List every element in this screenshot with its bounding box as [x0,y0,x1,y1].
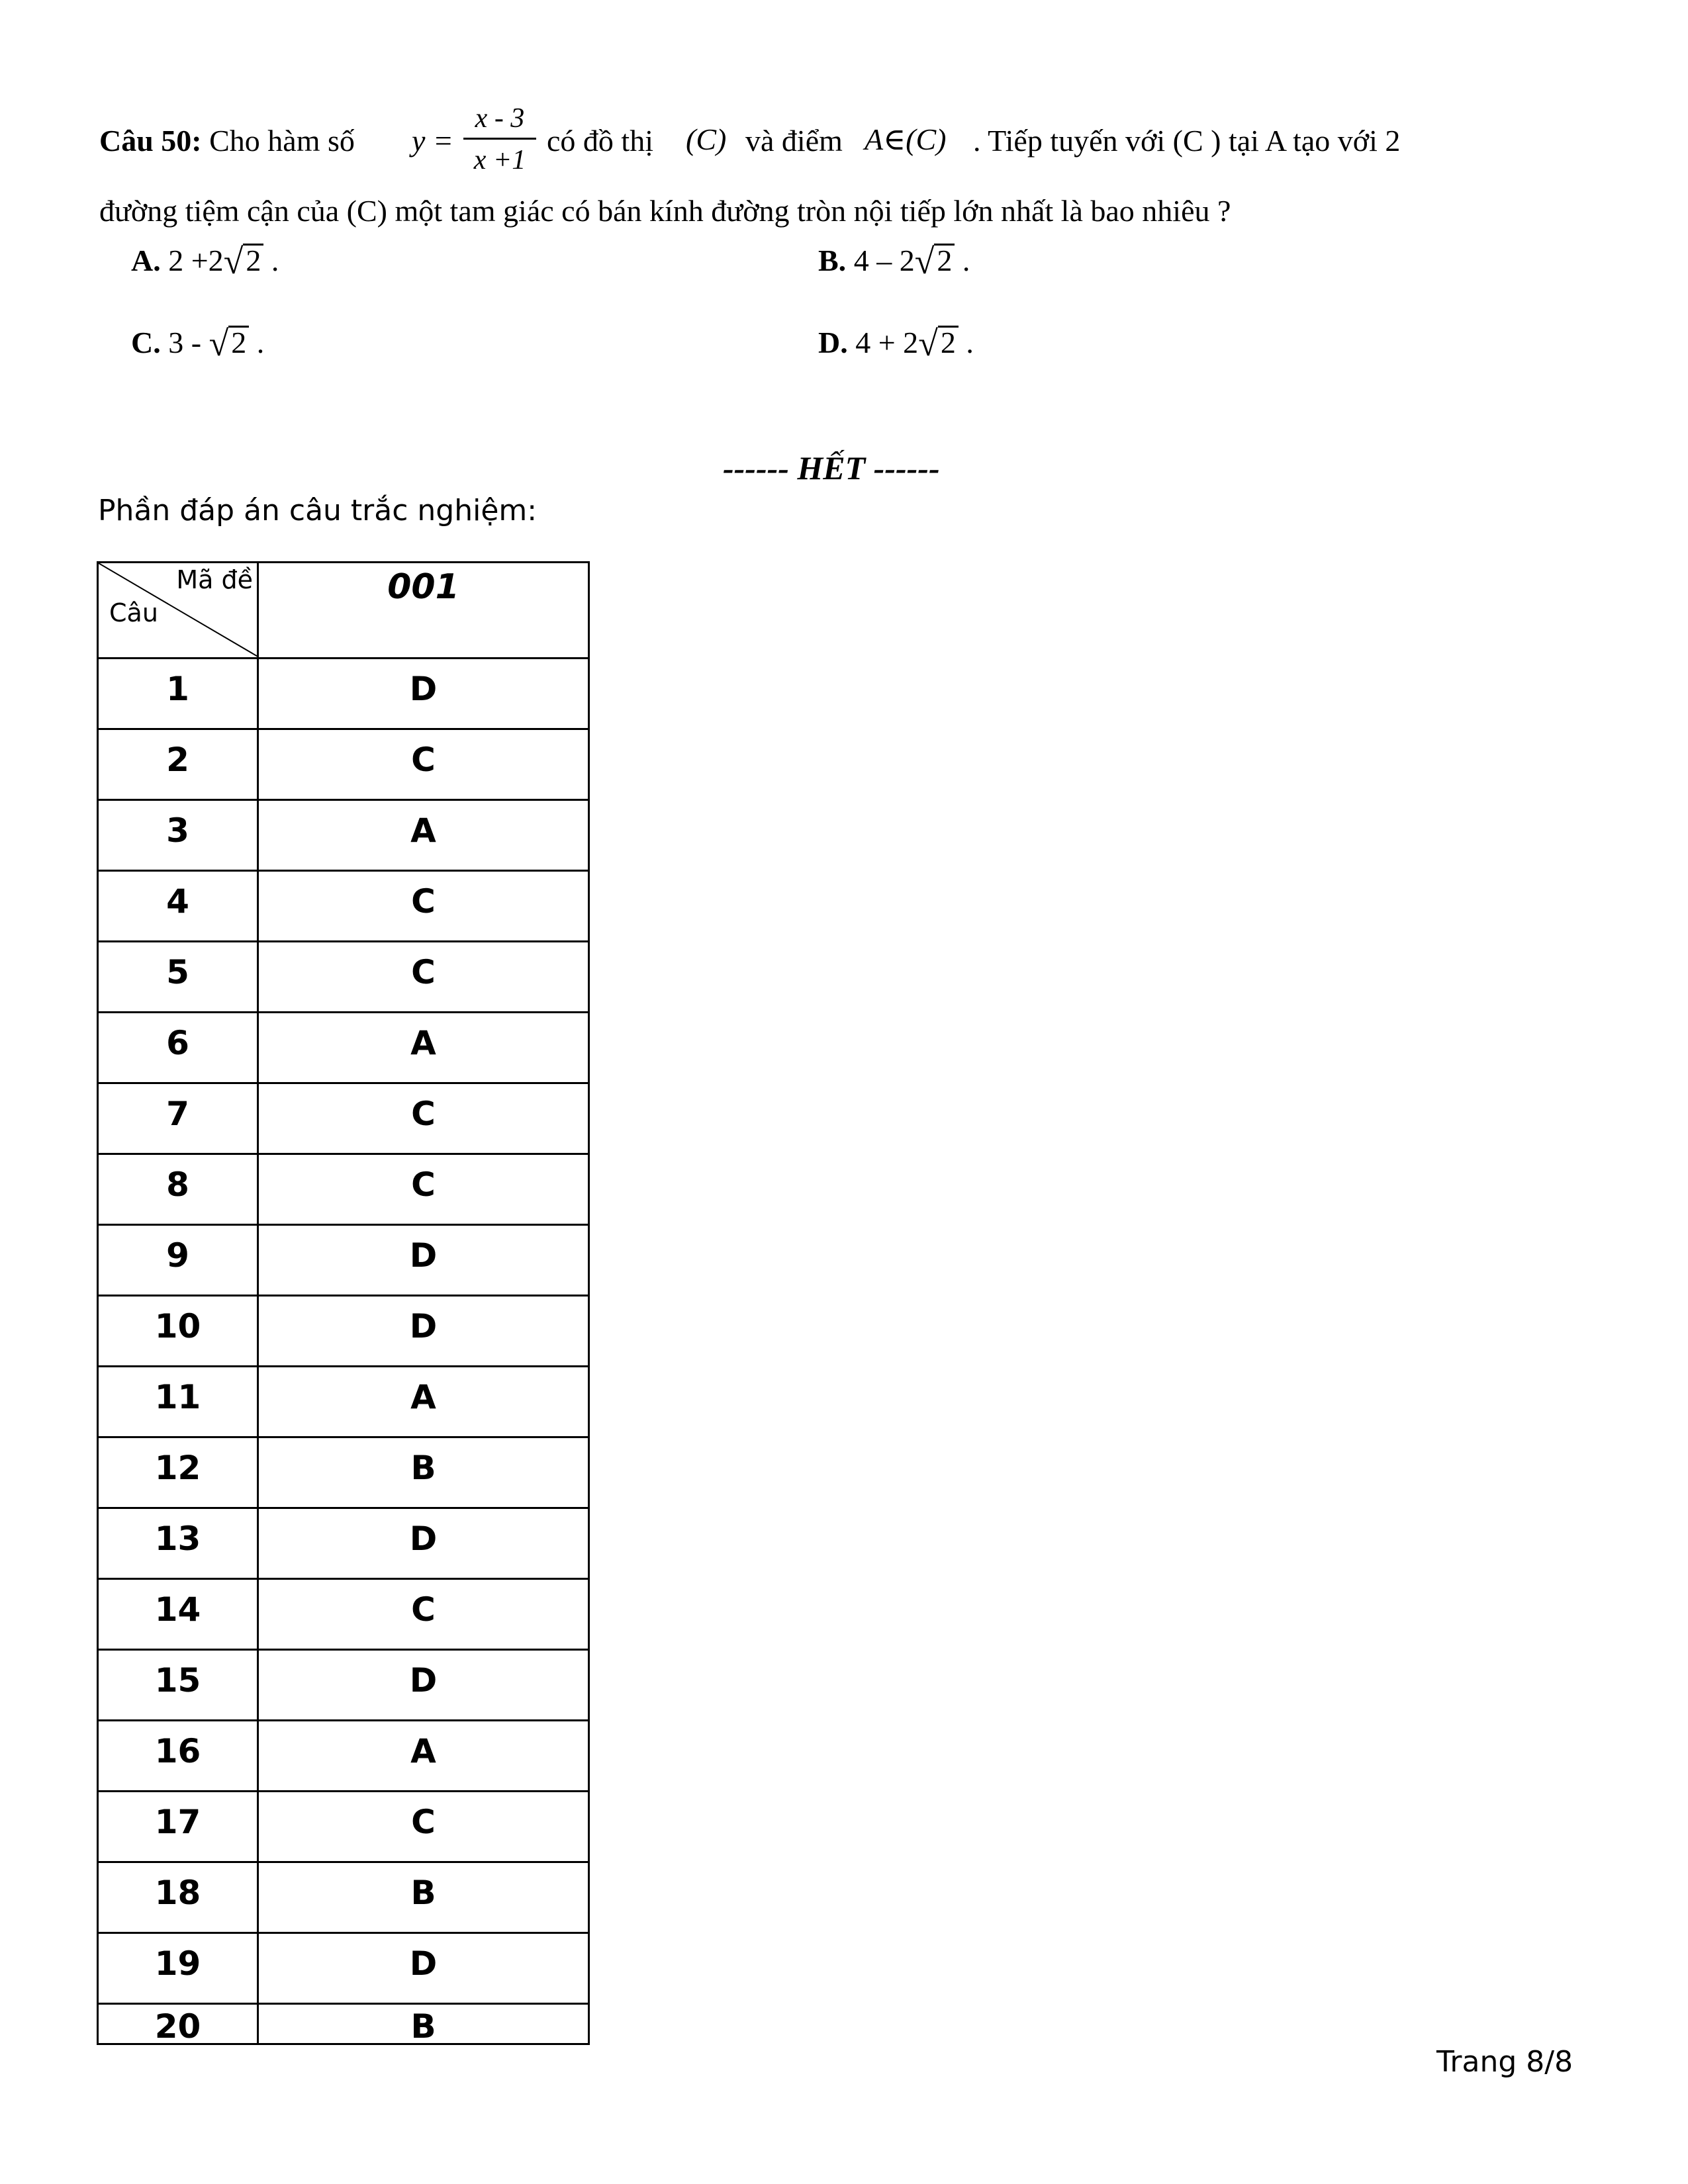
answer-value: D [409,1661,438,1700]
question-number-value: 5 [166,953,189,991]
answer-cell [258,729,589,800]
option-b [818,244,970,279]
table-row [98,800,589,871]
option-c-radicand: 2 [228,326,249,358]
sqrt-icon: √2 [209,326,250,361]
question-number-cell [98,1437,258,1508]
question-number: Câu 50: [99,124,202,158]
end-mark: ------ HẾT ------ [723,449,940,486]
answer-value: A [410,811,436,850]
question-number-value: 2 [166,741,189,779]
question-number-cell [98,659,258,729]
table-row [98,1579,589,1650]
question-number-cell [98,871,258,942]
answer-cell [258,2004,589,2044]
answer-value: A [410,1378,436,1416]
option-d-radicand: 2 [938,326,959,358]
option-a [131,244,279,279]
answer-cell [258,1721,589,1792]
table-row [98,1154,589,1225]
table-row [98,1508,589,1579]
table-row [98,1013,589,1083]
option-b-radicand: 2 [934,244,955,276]
question-number-cell [98,1367,258,1437]
question-number-cell [98,1933,258,2004]
option-c-value: 3 - [168,326,209,359]
answer-cell [258,800,589,871]
answer-value: D [409,1520,438,1558]
table-row [98,2004,589,2044]
question-number-cell [98,1296,258,1367]
answer-cell [258,1083,589,1154]
question-number-value: 12 [154,1449,201,1487]
sqrt-icon: √2 [224,244,264,279]
question-number-cell [98,1721,258,1792]
answer-value: C [411,1165,436,1204]
question-number-value: 4 [166,882,189,921]
question-number-cell [98,1225,258,1296]
table-row [98,729,589,800]
table-row [98,1367,589,1437]
option-a-radicand: 2 [243,244,263,276]
answer-value: D [409,1236,438,1275]
question-number-value: 10 [154,1307,201,1345]
answer-cell [258,1508,589,1579]
option-d-end: . [958,326,974,359]
answer-cell [258,1579,589,1650]
question-part4: . Tiếp tuyến với (C ) tại A tạo với 2 [973,124,1401,158]
question-number-value: 17 [154,1803,201,1841]
option-c-end: . [249,326,265,359]
answer-table [97,561,590,2045]
question-number-value: 6 [166,1024,189,1062]
table-row [98,1862,589,1933]
sqrt-icon: √2 [918,326,959,361]
question-number-cell [98,942,258,1013]
question-number-cell [98,1083,258,1154]
table-row [98,1437,589,1508]
fraction-denominator: x +1 [473,145,526,175]
question-number-cell [98,729,258,800]
question-number-cell [98,800,258,871]
fraction-numerator: x - 3 [475,103,525,134]
question-number-value: 8 [166,1165,189,1204]
answer-cell [258,942,589,1013]
answer-cell [258,1792,589,1862]
table-row [98,1792,589,1862]
question-number-value: 7 [166,1095,189,1133]
question-number-value: 1 [166,670,189,708]
header-exam-code-label: Mã đề [176,565,253,594]
answer-heading: Phần đáp án câu trắc nghiệm: [98,494,538,527]
answer-cell [258,659,589,729]
option-d-value: 4 + 2 [855,326,919,359]
table-row [98,1721,589,1792]
option-a-value: 2 +2 [168,244,224,277]
table-row [98,1083,589,1154]
header-code-cell [258,563,589,659]
answer-value: C [411,1590,436,1629]
answer-value: D [409,1944,438,1983]
question-number-value: 19 [154,1944,201,1983]
option-a-end: . [263,244,279,277]
option-d [818,326,974,361]
question-number-value: 20 [154,2007,201,2046]
answer-value: D [409,670,438,708]
answer-cell [258,1296,589,1367]
answer-cell [258,1933,589,2004]
option-b-label: B. [818,244,847,277]
answer-value: B [410,2007,436,2046]
sqrt-icon: √2 [915,244,955,279]
question-number-cell [98,1862,258,1933]
option-c-label: C. [131,326,161,359]
question-part2: có đồ thị [547,124,653,158]
question-line-1 [99,126,355,156]
question-number-cell [98,1792,258,1862]
question-number-value: 3 [166,811,189,850]
option-b-value: 4 – 2 [853,244,915,277]
question-number-cell [98,1154,258,1225]
table-row [98,942,589,1013]
question-number-value: 11 [154,1378,201,1416]
table-row [98,1225,589,1296]
answer-cell [258,1225,589,1296]
header-question-label: Câu [109,598,158,627]
exam-code: 001 [387,567,459,607]
table-row [98,1296,589,1367]
table-row [98,1650,589,1721]
answer-cell [258,871,589,942]
question-number-value: 15 [154,1661,201,1700]
question-number-value: 18 [154,1874,201,1912]
question-number-value: 13 [154,1520,201,1558]
option-a-label: A. [131,244,161,277]
option-b-end: . [955,244,970,277]
answer-cell [258,1650,589,1721]
answer-value: C [411,741,436,779]
answer-value: B [410,1874,436,1912]
answer-cell [258,1862,589,1933]
graph-label: (C) [686,122,727,156]
question-number-cell [98,1579,258,1650]
answer-value: A [410,1732,436,1770]
answer-cell [258,1154,589,1225]
page-number: Trang 8/8 [1436,2045,1573,2079]
fraction-bar [463,138,536,140]
question-number-cell [98,1650,258,1721]
answer-value: C [411,1803,436,1841]
answer-cell [258,1013,589,1083]
table-row [98,1933,589,2004]
question-intro: Cho hàm số [209,124,355,158]
question-part3: và điểm [745,124,843,158]
option-c [131,326,264,361]
question-number-value: 14 [154,1590,201,1629]
answer-value: C [411,1095,436,1133]
question-line-2: đường tiệm cận của (C) một tam giác có bán kính đường tròn nội tiếp lớn nhất là bao nhiêu ? [99,194,1231,228]
function-y: y = [412,124,453,158]
question-number-cell [98,1013,258,1083]
answer-cell [258,1437,589,1508]
answer-cell [258,1367,589,1437]
table-row [98,871,589,942]
table-row [98,659,589,729]
question-number-value: 16 [154,1732,201,1770]
answer-value: D [409,1307,438,1345]
table-header-row [98,563,589,659]
answer-value: B [410,1449,436,1487]
answer-value: C [411,953,436,991]
fraction [463,105,536,174]
answer-value: C [411,882,436,921]
option-d-label: D. [818,326,848,359]
question-number-value: 9 [166,1236,189,1275]
header-diagonal-cell [98,563,258,659]
point-membership: A∈(C) [865,122,947,156]
question-number-cell [98,2004,258,2044]
answer-value: A [410,1024,436,1062]
question-number-cell [98,1508,258,1579]
